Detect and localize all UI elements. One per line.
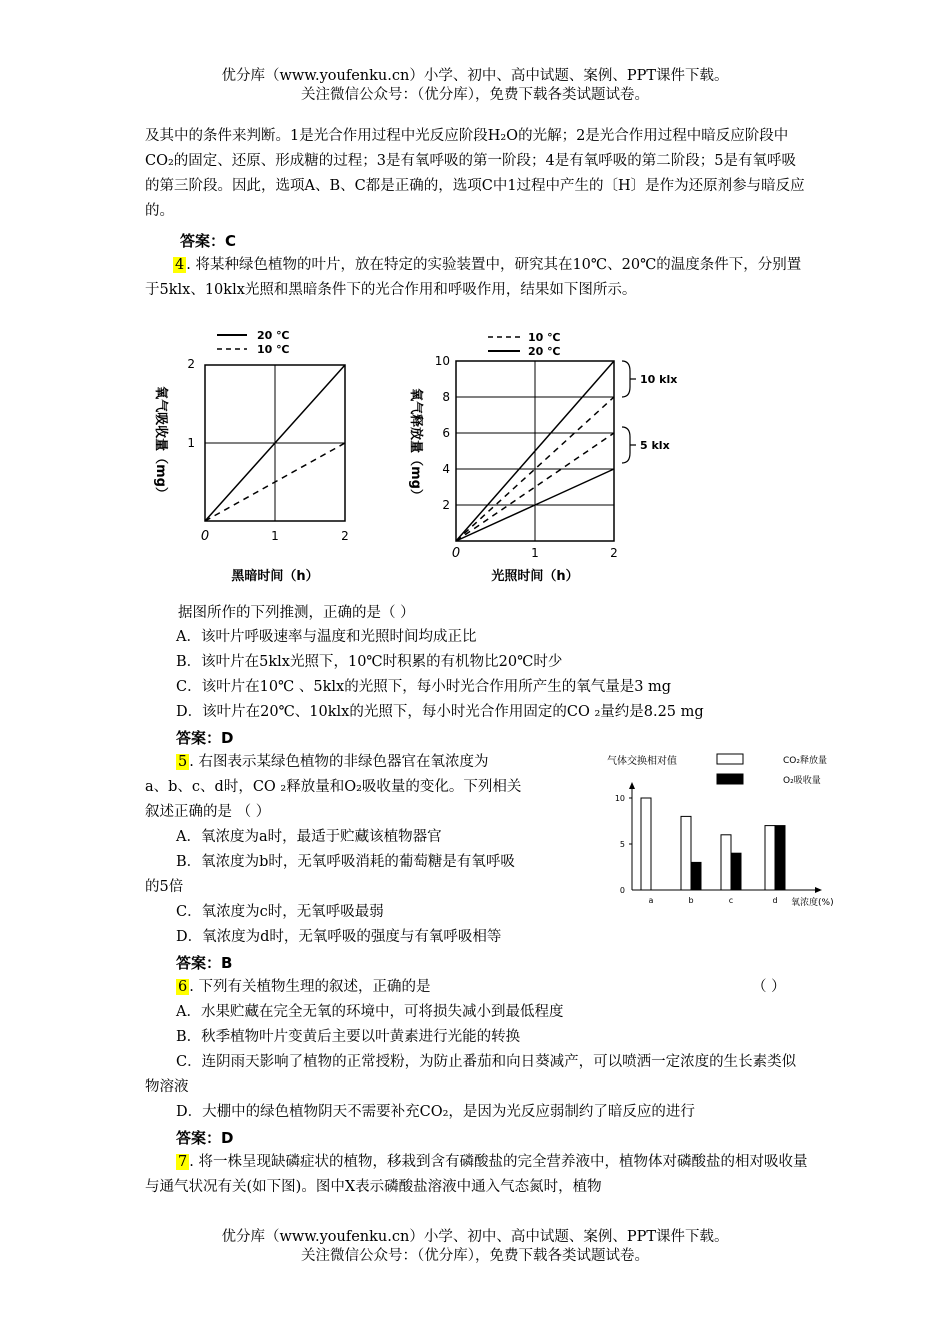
q4-option-c: C．该叶片在10℃ 、5klx的光照下，每小时光合作用所产生的氧气量是3 mg	[176, 679, 672, 695]
chart-title: 气体交换相对值	[607, 756, 677, 767]
y-axis-label: 氧气吸收量（mg）	[153, 386, 168, 500]
q4-option-d: D．该叶片在20℃、10klx的光照下，每小时光合作用固定的CO ₂量约是8.25 mg	[176, 704, 704, 720]
q6-bracket: （ ）	[752, 979, 786, 995]
q4-prompt: 据图所作的下列推测，正确的是（ ）	[178, 605, 415, 621]
ytick-0: 0	[619, 886, 625, 895]
annotation-10klx: 10 klx	[640, 373, 678, 386]
legend-o2: O₂吸收量	[783, 776, 821, 786]
q6-option-d: D．大棚中的绿色植物阴天不需要补充CO₂，是因为光反应弱制约了暗反应的进行	[176, 1104, 695, 1120]
q5-option-a: A．氧浓度为a时，最适于贮藏该植物器官	[176, 829, 442, 845]
xtick-0: 0	[451, 546, 461, 561]
q7-stem	[145, 1150, 810, 1200]
ytick-10: 10	[614, 794, 625, 803]
bar-o2-b	[691, 862, 701, 890]
q5-number: 5	[178, 754, 188, 770]
page-footer-line1: 优分库（www.youfenku.cn）小学、初中、高中试题、案例、PPT课件下载。	[221, 1229, 729, 1245]
q4-stem-text: . 将某种绿色植物的叶片，放在特定的实验装置中，研究其在10℃、20℃的温度条件下，分别置于5klx、10klx光照和黑暗条件下的光合作用和呼吸作用，结果如下图所示。	[145, 257, 802, 298]
q6-stem-text: . 下列有关植物生理的叙述，正确的是	[189, 979, 431, 995]
legend-10c: 10 ℃	[257, 343, 290, 356]
xtick-c: c	[728, 896, 734, 905]
ytick-4: 4	[442, 462, 450, 476]
xtick-1: 1	[271, 529, 279, 543]
q5-stem-line1	[176, 750, 488, 774]
legend-20c: 20 ℃	[528, 345, 561, 358]
q5-stem-text: . 右图表示某绿色植物的非绿色器官在氧浓度为	[189, 754, 489, 770]
bar-co2-b	[681, 816, 691, 890]
page-header-line2: 关注微信公众号：（优分库），免费下载各类试题试卷。	[301, 87, 649, 103]
y-axis-label: 氧气释放量（mg）	[408, 388, 423, 502]
bar-o2-c	[731, 853, 741, 890]
bar-co2-d	[765, 826, 775, 890]
q3-answer: 答案：C	[180, 232, 237, 250]
q5-stem-line3: 叙述正确的是 （ ）	[145, 804, 271, 820]
xtick-a: a	[648, 896, 654, 905]
q6-option-c: C．连阴雨天影响了植物的正常授粉，为防止番茄和向日葵减产，可以喷洒一定浓度的生长素类似物溶液	[145, 1054, 797, 1095]
legend-10c: 10 ℃	[528, 331, 561, 344]
annotation-5klx: 5 klx	[640, 439, 670, 452]
xtick-1: 1	[531, 546, 539, 560]
chart-light-oxygen-release	[400, 325, 700, 590]
q6-stem	[176, 975, 430, 999]
q5-option-d: D．氧浓度为d时，无氧呼吸的强度与有氧呼吸相等	[176, 929, 502, 945]
xtick-2: 2	[610, 546, 618, 560]
x-axis-label: 黑暗时间（h）	[231, 569, 319, 584]
ytick-10: 10	[434, 354, 450, 368]
q6-option-b: B．秋季植物叶片变黄后主要以叶黄素进行光能的转换	[176, 1029, 521, 1045]
q5-option-b: B．氧浓度为b时，无氧呼吸消耗的葡萄糖是有氧呼吸	[176, 854, 515, 870]
q6-option-a: A．水果贮藏在完全无氧的环境中，可将损失减小到最低程度	[176, 1004, 564, 1020]
legend-20c: 20 ℃	[257, 329, 290, 342]
q4-number: 4	[175, 257, 185, 273]
q4-stem	[145, 253, 810, 303]
page-header-line1: 优分库（www.youfenku.cn）小学、初中、高中试题、案例、PPT课件下载。	[221, 68, 729, 84]
bar-co2-a	[641, 798, 651, 890]
xtick-d: d	[772, 896, 778, 905]
q5-answer: 答案：B	[176, 954, 233, 972]
ytick-5: 5	[619, 840, 625, 849]
q4-option-a: A．该叶片呼吸速率与温度和光照时间均成正比	[176, 629, 477, 645]
q7-stem-text: . 将一株呈现缺磷症状的植物，移栽到含有磷酸盐的完全营养液中，植物体对磷酸盐的相对吸收量与通气状况有关(如下图)。图中X表示磷酸盐溶液中通入气态氮时，植物	[145, 1154, 808, 1195]
q5-option-c: C．氧浓度为c时，无氧呼吸最弱	[176, 904, 384, 920]
ytick-2: 2	[187, 357, 195, 371]
x-axis-label: 氧浓度(%)	[791, 898, 834, 908]
ytick-1: 1	[187, 436, 195, 450]
ytick-2: 2	[442, 498, 450, 512]
legend-co2: CO₂释放量	[783, 756, 827, 766]
ytick-6: 6	[442, 426, 450, 440]
bar-o2-d	[775, 826, 785, 890]
chart-dark-oxygen-uptake	[145, 325, 375, 590]
chart-gas-exchange	[605, 750, 845, 920]
q6-answer: 答案：D	[176, 1129, 234, 1147]
page-footer-line2: 关注微信公众号：（优分库），免费下载各类试题试卷。	[301, 1248, 649, 1264]
bar-co2-c	[721, 835, 731, 890]
xtick-2: 2	[341, 529, 349, 543]
q3-explanation: 及其中的条件来判断。1是光合作用过程中光反应阶段H₂O的光解；2是光合作用过程中暗反应阶段中CO₂的固定、还原、形成糖的过程；3是有氧呼吸的第一阶段；4是有氧呼吸的第二阶段；5是有氧呼吸的第三阶段。因此，选项A、B、C都是正确的，选项C中1过程中产生的〔H〕是作为还原剂参与暗反应的。	[145, 128, 805, 219]
q5-option-b-cont: 的5倍	[145, 879, 184, 895]
ytick-8: 8	[442, 390, 450, 404]
q4-option-b: B．该叶片在5klx光照下，10℃时积累的有机物比20℃时少	[176, 654, 563, 670]
q5-stem-line2: a、b、c、d时，CO ₂释放量和O₂吸收量的变化。下列相关	[145, 779, 522, 795]
xtick-b: b	[688, 896, 694, 905]
x-axis-label: 光照时间（h）	[491, 569, 579, 584]
q6-number: 6	[178, 979, 188, 995]
q7-number: 7	[178, 1154, 188, 1170]
q4-answer: 答案：D	[176, 729, 234, 747]
xtick-0: 0	[200, 529, 210, 544]
